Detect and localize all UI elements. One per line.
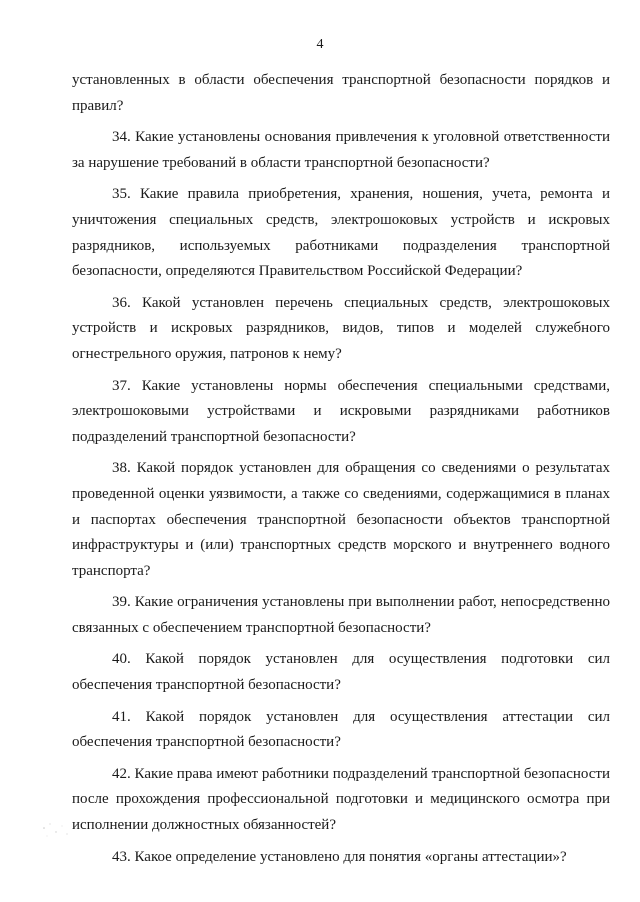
question-43: 43. Какое определение установлено для понятия «органы аттестации»?: [112, 848, 567, 865]
question-42: 42. Какие права имеют работники подразделений транспортной безопасности после прохождения профессиональной подготовки и медицинского осмотра при исполнении должностных обязанностей?: [72, 765, 610, 834]
question-38: 38. Какой порядок установлен для обращения со сведениями о результатах проведенной оценки уязвимости, а также со сведениями, содержащимися в планах и паспортах обеспечения транспортной безопасности объектов транспортной инфраструктуры и (или) транспортных средств морского и внутреннего водного транспорта?: [72, 460, 610, 579]
page-number: 4: [316, 37, 324, 52]
document-body: [72, 68, 610, 876]
question-37: 37. Какие установлены нормы обеспечения специальными средствами, электрошоковыми устройствами и искровыми разрядниками работников подразделений транспортной безопасности?: [72, 377, 610, 445]
question-34: 34. Какие установлены основания привлечения к уголовной ответственности за нарушение требований в области транспортной безопасности?: [72, 129, 610, 171]
scan-artifact: [36, 814, 76, 844]
question-35: 35. Какие правила приобретения, хранения, ношения, учета, ремонта и уничтожения специальных средств, электрошоковых устройств и искровых разрядников, используемых работниками подразделения транспортной безопасности, определяются Правительством Российской Федерации?: [72, 186, 610, 280]
question-40: 40. Какой порядок установлен для осуществления подготовки сил обеспечения транспортной безопасности?: [72, 651, 610, 694]
question-36: 36. Какой установлен перечень специальных средств, электрошоковых устройств и искровых разрядников, видов, типов и моделей служебного огнестрельного оружия, патронов к нему?: [72, 294, 610, 362]
question-41: 41. Какой порядок установлен для осуществления аттестации сил обеспечения транспортной безопасности?: [72, 708, 610, 751]
question-39: 39. Какие ограничения установлены при выполнении работ, непосредственно связанных с обеспечением транспортной безопасности?: [72, 594, 610, 636]
paragraph-continuation: установленных в области обеспечения транспортной безопасности порядков и правил?: [72, 72, 610, 114]
